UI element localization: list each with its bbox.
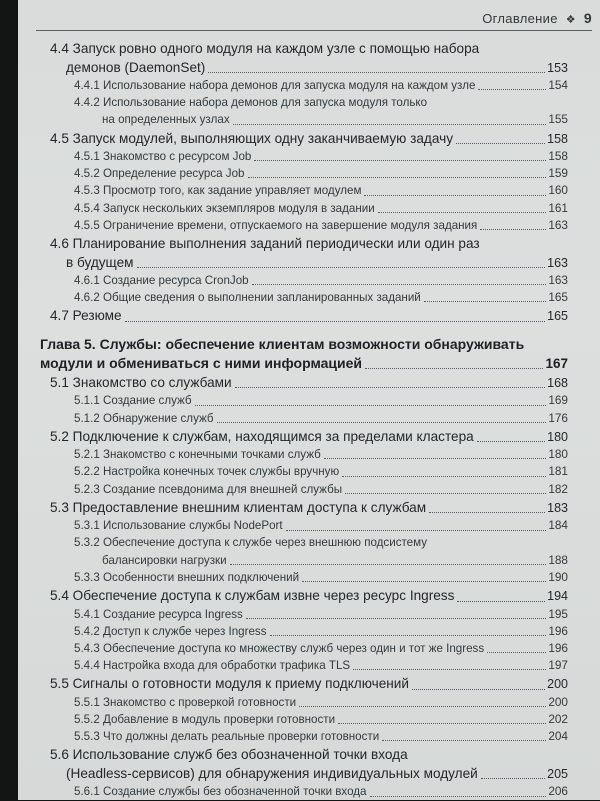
toc-entry-title: 4.5.5 Ограничение времени, отпускаемого на завершение модуля задания bbox=[74, 218, 478, 232]
toc-entry-page: 158 bbox=[548, 149, 568, 164]
toc-entry-title: 5.5 Сигналы о готовности модуля к приему подключений bbox=[50, 676, 409, 692]
toc-entry-page: 165 bbox=[548, 290, 568, 305]
toc-entry-title: (Headless-сервисов) для обнаружения индивидуальных модулей bbox=[66, 765, 478, 781]
dot-leader bbox=[254, 160, 546, 161]
toc-entry-sub bbox=[18, 535, 600, 569]
dot-leader bbox=[252, 284, 547, 285]
toc-entry-sub bbox=[18, 463, 600, 480]
dot-leader bbox=[324, 458, 547, 459]
toc-entry-page: 188 bbox=[548, 552, 568, 567]
dot-leader bbox=[477, 441, 545, 442]
toc-entry-sub bbox=[18, 289, 600, 306]
toc-entry-sec bbox=[18, 307, 600, 326]
toc-entry-page: 154 bbox=[548, 77, 568, 92]
diamond-ornament-icon: ❖ bbox=[565, 14, 576, 26]
toc-entry-sub bbox=[18, 783, 600, 800]
toc-entry-title: 4.6 Планирование выполнения заданий периодически или один раз bbox=[50, 236, 480, 251]
toc-entry-title: 5.3 Предоставление внешним клиентам доступа к службам bbox=[50, 499, 427, 515]
toc-entry-page: 180 bbox=[547, 429, 568, 444]
toc-entry-page: 165 bbox=[547, 309, 568, 324]
toc-entry-page: 169 bbox=[548, 393, 568, 408]
dot-leader bbox=[286, 530, 547, 531]
dot-leader bbox=[480, 229, 546, 230]
toc-entry-title: 5.5.3 Что должны делать реальные проверки готовности bbox=[74, 730, 380, 744]
toc-entry-title: 5.1.2 Обнаружение служб bbox=[74, 411, 214, 425]
dot-leader bbox=[481, 778, 545, 779]
dot-leader bbox=[233, 124, 547, 125]
toc-entry-sub bbox=[18, 165, 600, 182]
dot-leader bbox=[302, 581, 546, 582]
toc-entry-sec bbox=[18, 374, 600, 393]
toc-entry-page: 204 bbox=[548, 729, 568, 744]
toc-entry-page: 155 bbox=[548, 112, 568, 127]
toc-entry-title: 5.3.2 Обеспечение доступа к службе через внешнюю подсистему bbox=[74, 536, 428, 550]
dot-leader bbox=[246, 618, 547, 619]
toc-entry-page: 182 bbox=[548, 481, 568, 496]
dot-leader bbox=[125, 321, 546, 322]
toc-entry-title: 5.4 Обеспечение доступа к службам извне через ресурс Ingress bbox=[50, 588, 455, 604]
toc-entry-sub bbox=[18, 200, 600, 217]
toc-entry-title: модули и обмениваться с ними информацией bbox=[40, 354, 363, 371]
dot-leader bbox=[370, 796, 547, 797]
toc-entry-sub bbox=[18, 148, 600, 165]
toc-entry-sub bbox=[18, 657, 600, 674]
dot-leader bbox=[457, 601, 545, 602]
dot-leader bbox=[195, 405, 547, 406]
dot-leader bbox=[208, 72, 545, 73]
toc-entry-page: 200 bbox=[547, 677, 568, 692]
toc-entry-sub bbox=[18, 694, 600, 711]
toc-entry-title: 4.6.1 Создание ресурса CronJob bbox=[74, 273, 249, 287]
toc-entry-sub bbox=[18, 606, 600, 623]
dot-leader bbox=[378, 212, 547, 213]
toc-entry-title: 4.4 Запуск ровно одного модуля на каждом узле с помощью набора bbox=[50, 41, 480, 56]
toc-entry-title: в будущем bbox=[66, 254, 134, 270]
dot-leader bbox=[424, 301, 547, 302]
toc-entry-title: 5.2.1 Знакомство с конечными точками служб bbox=[74, 448, 321, 462]
toc-entry-page: 206 bbox=[548, 784, 568, 799]
toc-entry-page: 160 bbox=[548, 183, 568, 198]
toc-entry-sub bbox=[18, 94, 600, 128]
toc-entry-title: демонов (DaemonSet) bbox=[66, 59, 206, 75]
toc-entry-page: 167 bbox=[545, 355, 568, 371]
toc-entry-sec bbox=[18, 428, 600, 447]
toc-entry-page: 168 bbox=[547, 375, 568, 390]
dot-leader bbox=[364, 195, 546, 196]
toc-entry-sub bbox=[18, 217, 600, 234]
toc-entry-title: 5.1 Знакомство со службами bbox=[50, 374, 232, 390]
toc-entry-title: балансировки нагрузки bbox=[102, 553, 227, 567]
toc-entry-title: 4.5 Запуск модулей, выполняющих одну заканчиваемую задачу bbox=[50, 130, 453, 146]
dot-leader bbox=[345, 493, 546, 494]
toc-entry-title: 4.6.2 Общие сведения о выполнении запланированных заданий bbox=[74, 291, 421, 305]
toc-entry-title: 5.2 Подключение к службам, находящимся за пределами кластера bbox=[50, 428, 474, 444]
toc-entry-title: 5.1.1 Создание служб bbox=[74, 394, 192, 408]
toc-entry-title: 4.4.1 Использование набора демонов для запуска модуля на каждом узле bbox=[74, 78, 476, 92]
toc-entry-page: 184 bbox=[548, 518, 568, 533]
toc-entry-page: 190 bbox=[548, 569, 568, 584]
toc-entry-title: 5.4.3 Обеспечение доступа ко множеству служб через один и тот же Ingress bbox=[74, 641, 485, 655]
toc-entry-sub bbox=[18, 272, 600, 289]
dot-leader bbox=[248, 177, 547, 178]
toc-entry-sub bbox=[18, 711, 600, 728]
toc-entry-page: 196 bbox=[548, 640, 568, 655]
toc-entry-page: 163 bbox=[547, 255, 568, 270]
toc-entry-title: 4.5.3 Просмотр того, как задание управляет модулем bbox=[74, 184, 362, 198]
toc-entry-title: 4.5.4 Запуск нескольких экземпляров модуля в задании bbox=[74, 201, 375, 215]
dot-leader bbox=[456, 143, 545, 144]
toc-entry-page: 176 bbox=[548, 410, 568, 425]
toc-entry-title: 5.3.3 Особенности внешних подключений bbox=[74, 570, 300, 584]
toc-entry-page: 180 bbox=[548, 447, 568, 462]
toc-entry-sec bbox=[18, 235, 600, 272]
toc-entry-chap bbox=[18, 335, 600, 373]
toc-entry-title: 4.7 Резюме bbox=[50, 308, 122, 324]
dot-leader bbox=[137, 267, 546, 268]
dot-leader bbox=[270, 635, 547, 636]
dot-leader bbox=[478, 89, 546, 90]
toc-entry-sub bbox=[18, 410, 600, 427]
dot-leader bbox=[353, 669, 546, 670]
header-title: Оглавление bbox=[482, 11, 558, 26]
toc-entry-sub bbox=[18, 392, 600, 409]
toc-entry-page: 205 bbox=[547, 766, 568, 781]
toc-entry-title: 4.5.1 Знакомство с ресурсом Job bbox=[74, 150, 252, 164]
dot-leader bbox=[412, 689, 545, 690]
toc-entry-title: 5.6 Использование служб без обозначенной точки входа bbox=[50, 747, 408, 763]
dot-leader bbox=[230, 564, 547, 565]
toc-entry-title: 5.2.2 Настройка конечных точек службы вручную bbox=[74, 465, 340, 479]
toc-entry-page: 163 bbox=[548, 217, 568, 232]
toc-entry-sec bbox=[18, 40, 600, 77]
toc-entry-title: 4.4.2 Использование набора демонов для запуска модуля только bbox=[74, 96, 428, 110]
toc-entry-sec bbox=[18, 675, 600, 694]
dot-leader bbox=[235, 387, 546, 388]
dot-leader bbox=[487, 652, 546, 653]
dot-leader bbox=[365, 368, 543, 369]
toc-entry-title: 4.5.2 Определение ресурса Job bbox=[74, 167, 245, 181]
toc-entry-page: 200 bbox=[548, 694, 568, 709]
dot-leader bbox=[342, 476, 546, 477]
toc-entry-sub bbox=[18, 569, 600, 586]
toc-entry-page: 181 bbox=[548, 464, 568, 479]
page-number: 9 bbox=[583, 10, 592, 26]
toc-entry-page: 158 bbox=[547, 131, 568, 146]
toc-entry-title: 5.3.1 Использование службы NodePort bbox=[74, 519, 283, 533]
toc-entry-page: 153 bbox=[547, 60, 568, 75]
toc-entry-page: 196 bbox=[548, 623, 568, 638]
book-page bbox=[18, 0, 600, 800]
toc-entry-sub bbox=[18, 446, 600, 463]
toc-entry-title: Глава 5. Службы: обеспечение клиентам возможности обнаруживать bbox=[40, 335, 525, 352]
toc-entry-page: 183 bbox=[547, 500, 568, 515]
toc-entry-sec bbox=[18, 130, 600, 149]
dot-leader bbox=[382, 740, 546, 741]
toc-entry-sub bbox=[18, 481, 600, 498]
toc-entry-page: 163 bbox=[548, 272, 568, 287]
toc-entry-page: 197 bbox=[548, 658, 568, 673]
dot-leader bbox=[299, 706, 546, 707]
toc-entry-sub bbox=[18, 623, 600, 640]
toc-entry-title: 5.5.2 Добавление в модуль проверки готовности bbox=[74, 712, 336, 726]
dot-leader bbox=[429, 512, 545, 513]
toc-entry-sub bbox=[18, 517, 600, 534]
toc-entry-title: 5.4.2 Доступ к службе через Ingress bbox=[74, 624, 267, 638]
toc-entry-sub bbox=[18, 182, 600, 199]
dot-leader bbox=[338, 723, 546, 724]
toc-entry-page: 195 bbox=[548, 606, 568, 621]
toc-entry-title: 5.4.4 Настройка входа для обработки трафика TLS bbox=[74, 659, 351, 673]
toc-entry-page: 202 bbox=[548, 711, 568, 726]
running-header bbox=[482, 10, 592, 26]
dot-leader bbox=[217, 422, 547, 423]
toc-entry-sub bbox=[18, 640, 600, 657]
toc-entry-title: 5.2.3 Создание псевдонима для внешней службы bbox=[74, 482, 343, 496]
header-rule bbox=[36, 30, 592, 31]
toc-entry-title: 5.4.1 Создание ресурса Ingress bbox=[74, 607, 243, 621]
toc-entry-page: 194 bbox=[547, 589, 568, 604]
toc-entry-page: 159 bbox=[548, 166, 568, 181]
toc-entry-sec bbox=[18, 499, 600, 518]
toc-entry-sec bbox=[18, 587, 600, 606]
toc-entry-title: на определенных узлах bbox=[102, 113, 230, 127]
toc-entry-title: 5.5.1 Знакомство с проверкой готовности bbox=[74, 695, 297, 709]
table-of-contents bbox=[18, 40, 600, 801]
toc-entry-sub bbox=[18, 77, 600, 94]
toc-entry-page: 161 bbox=[548, 200, 568, 215]
toc-entry-sub bbox=[18, 728, 600, 745]
toc-entry-title: 5.6.1 Создание службы без обозначенной точки входа bbox=[74, 785, 367, 799]
toc-entry-sec bbox=[18, 746, 600, 783]
